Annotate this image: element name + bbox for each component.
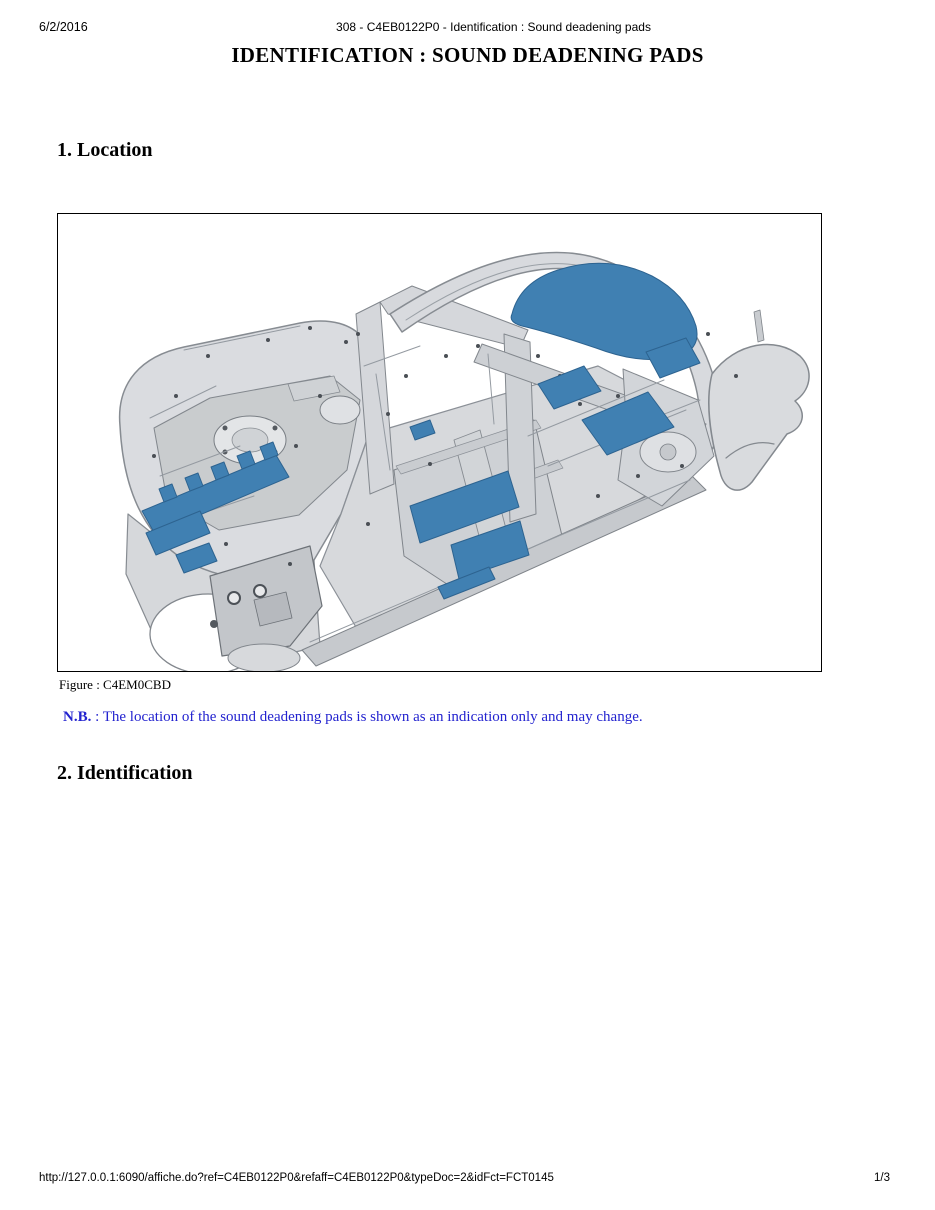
car-body-layer: [120, 253, 809, 671]
rear-fender: [709, 344, 809, 490]
section-heading-location: 1. Location: [57, 139, 153, 161]
figure-frame: [57, 213, 822, 672]
header-date: 6/2/2016: [39, 20, 88, 34]
section-heading-identification: 2. Identification: [57, 762, 193, 784]
figure-caption: Figure : C4EM0CBD: [59, 677, 171, 692]
nb-note: [63, 709, 643, 726]
car-body-illustration: [58, 214, 821, 671]
page-title: IDENTIFICATION : SOUND DEADENING PADS: [231, 43, 704, 67]
footer-url: http://127.0.0.1:6090/affiche.do?ref=C4EB0122P0&refaff=C4EB0122P0&typeDoc=2&idFct=FCT0145: [39, 1172, 554, 1184]
nb-text: : The location of the sound deadening pads is shown as an indication only and may change.: [91, 709, 643, 725]
nb-label: N.B.: [63, 709, 92, 725]
footer-page-number: 1/3: [874, 1172, 890, 1184]
header-document-title: 308 - C4EB0122P0 - Identification : Sound deadening pads: [336, 20, 651, 34]
